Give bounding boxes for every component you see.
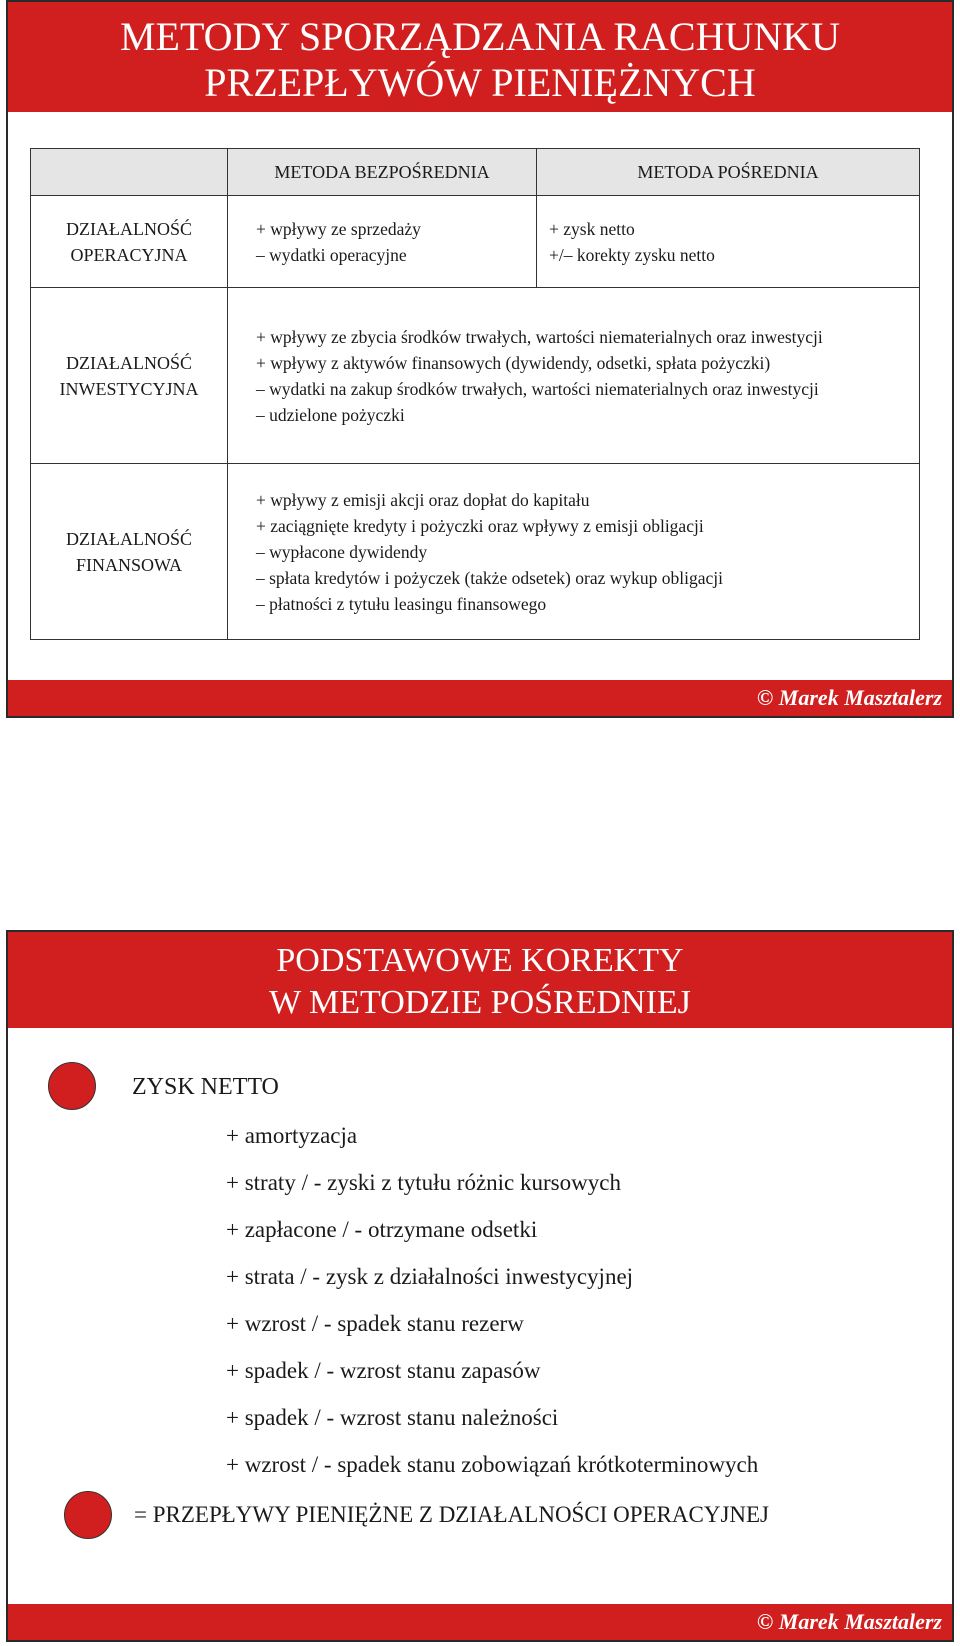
list-item: + spadek / - wzrost stanu należności: [226, 1405, 559, 1430]
operating-indirect-cell: [537, 196, 920, 288]
list-item: + zysk netto: [549, 218, 635, 239]
label-line: INWESTYCYJNA: [59, 378, 199, 399]
list-item: – spłata kredytów i pożyczek (także odsetek) oraz wykup obligacji: [256, 567, 723, 588]
copyright-text: © Marek Masztalerz: [756, 1609, 942, 1634]
row-label-operating: [31, 196, 228, 288]
list-item: + strata / - zysk z działalności inwestycyjnej: [226, 1264, 634, 1289]
row-financing: [31, 464, 920, 640]
slide2-title-line-2: W METODZIE POŚREDNIEJ: [269, 984, 691, 1021]
list-item: + spadek / - wzrost stanu zapasów: [226, 1358, 541, 1383]
list-item: + zapłacone / - otrzymane odsetki: [226, 1217, 538, 1242]
adjustments-list: [226, 1112, 758, 1488]
row-label-investing: [31, 288, 228, 464]
label-line: DZIAŁALNOŚĆ: [66, 218, 192, 239]
slide1-footer: [8, 680, 952, 716]
list-item: + wpływy ze zbycia środków trwałych, wartości niematerialnych oraz inwestycji: [256, 326, 823, 347]
list-item: + wpływy z aktywów finansowych (dywidendy, odsetki, spłata pożyczki): [256, 352, 771, 373]
list-item: + wzrost / - spadek stanu rezerw: [226, 1311, 524, 1336]
row-label-financing: [31, 464, 228, 640]
copyright-text: © Marek Masztalerz: [756, 685, 942, 710]
label-line: OPERACYJNA: [70, 244, 188, 265]
header-direct-method: METODA BEZPOŚREDNIA: [228, 149, 537, 196]
list-item: +/– korekty zysku netto: [549, 244, 715, 265]
list-item: – wydatki na zakup środków trwałych, wartości niematerialnych oraz inwestycji: [256, 378, 819, 399]
row-operating: [31, 196, 920, 288]
financing-cell: [228, 464, 920, 640]
list-item: – płatności z tytułu leasingu finansowego: [256, 593, 547, 614]
list-item: – udzielone pożyczki: [256, 404, 405, 425]
list-item: + zaciągnięte kredyty i pożyczki oraz wpływy z emisji obligacji: [256, 515, 704, 536]
operating-direct-cell: [228, 196, 537, 288]
list-item: – wydatki operacyjne: [256, 244, 407, 265]
table-header-row: [31, 149, 920, 196]
slide2-title-line-1: PODSTAWOWE KOREKTY: [276, 942, 684, 979]
start-label-net-profit: ZYSK NETTO: [132, 1074, 279, 1100]
result-operating-cash-flow: = PRZEPŁYWY PIENIĘŻNE Z DZIAŁALNOŚCI OPERACYJNEJ: [134, 1502, 770, 1527]
label-line: FINANSOWA: [75, 554, 182, 575]
red-bullet-dot: [64, 1491, 112, 1539]
investing-cell: [228, 288, 920, 464]
slide1-title-line-1: METODY SPORZĄDZANIA RACHUNKU: [119, 14, 841, 59]
slide2-footer: [8, 1604, 952, 1640]
list-item: + amortyzacja: [226, 1123, 358, 1148]
methods-table: [30, 148, 920, 640]
red-bullet-dot: [48, 1062, 96, 1110]
slide1-title-line-2: PRZEPŁYWÓW PIENIĘŻNYCH: [204, 60, 756, 105]
list-item: + wpływy z emisji akcji oraz dopłat do kapitału: [256, 489, 590, 510]
row-investing: [31, 288, 920, 464]
list-item: + wpływy ze sprzedaży: [256, 218, 421, 239]
list-item: + wzrost / - spadek stanu zobowiązań krótkoterminowych: [226, 1452, 759, 1477]
table-corner-cell: [31, 149, 228, 196]
slide2-title: [8, 932, 952, 1028]
label-line: DZIAŁALNOŚĆ: [66, 352, 192, 373]
label-line: DZIAŁALNOŚĆ: [66, 528, 192, 549]
list-item: + straty / - zyski z tytułu różnic kursowych: [226, 1170, 621, 1195]
header-indirect-method: METODA POŚREDNIA: [537, 149, 920, 196]
slide1-title: [8, 2, 952, 112]
list-item: – wypłacone dywidendy: [256, 541, 428, 562]
